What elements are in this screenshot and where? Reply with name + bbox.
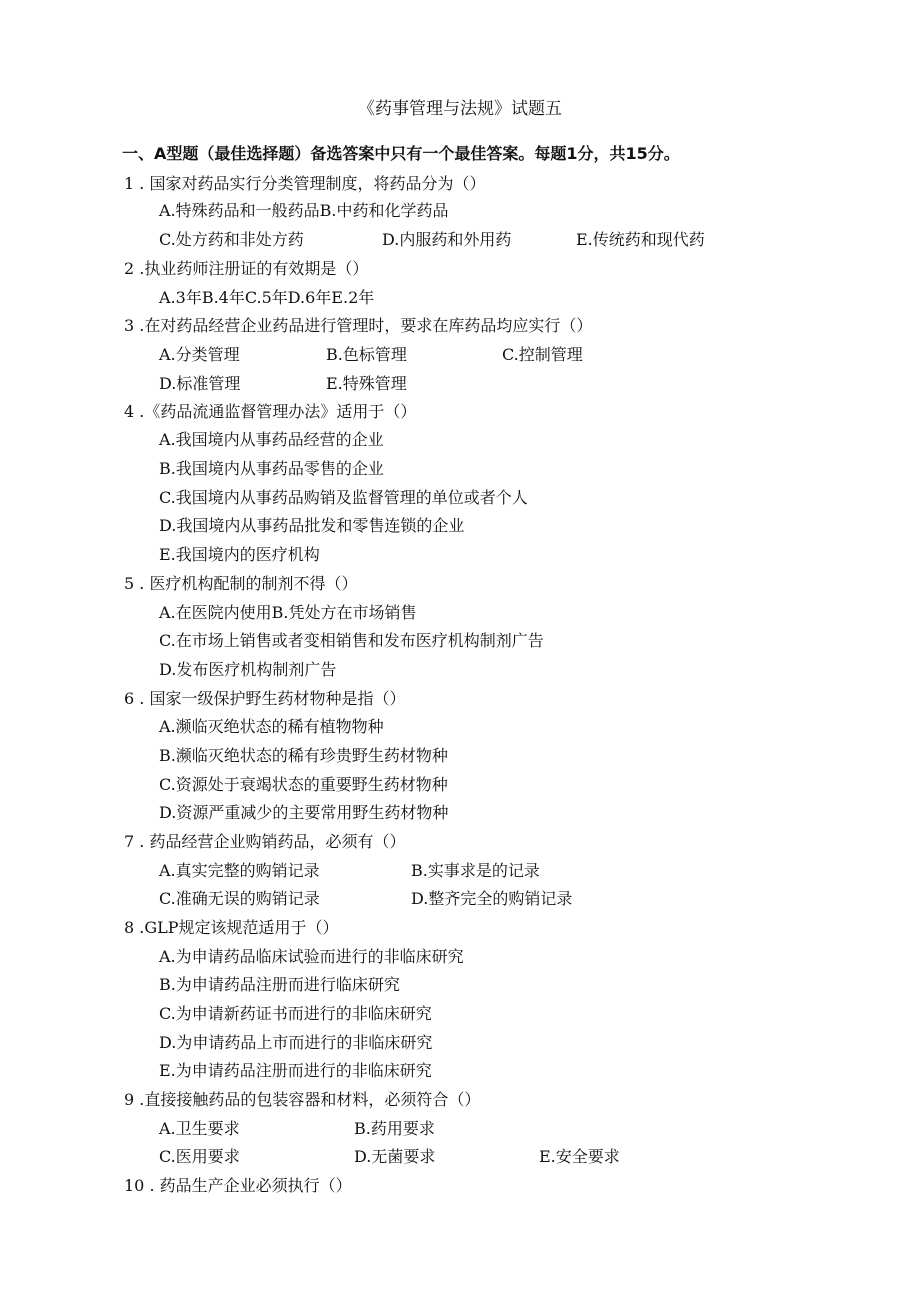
option-3-c: C.控制管理 (502, 345, 583, 364)
question-4: 4 .《药品流通监督管理办法》适用于（） (124, 402, 417, 421)
option-3-b: B.色标管理 (326, 345, 407, 364)
option-6-a: A.濒临灭绝状态的稀有植物物种 (159, 717, 384, 736)
option-9-b: B.药用要求 (354, 1119, 435, 1138)
section-heading: 一、A型题（最佳选择题）备选答案中只有一个最佳答案。每题1分，共15分。 (122, 144, 680, 163)
option-1-d: D.内服药和外用药 (382, 230, 512, 249)
option-1-e: E.传统药和现代药 (576, 230, 705, 249)
option-1-c: C.处方药和非处方药 (159, 230, 304, 249)
option-4-b: B.我国境内从事药品零售的企业 (159, 459, 384, 478)
option-1-ab: A.特殊药品和一般药品B.中药和化学药品 (159, 201, 449, 220)
option-7-c: C.准确无误的购销记录 (159, 889, 320, 908)
option-9-a: A.卫生要求 (159, 1119, 240, 1138)
option-7-b: B.实事求是的记录 (411, 861, 540, 880)
option-6-c: C.资源处于衰竭状态的重要野生药材物种 (159, 775, 448, 794)
option-3-d: D.标准管理 (159, 374, 241, 393)
option-7-d: D.整齐完全的购销记录 (411, 889, 573, 908)
option-8-c: C.为申请新药证书而进行的非临床研究 (159, 1004, 432, 1023)
question-6: 6 . 国家一级保护野生药材物种是指（） (124, 689, 406, 708)
question-8: 8 .GLP规定该规范适用于（） (124, 918, 339, 937)
option-9-d: D.无菌要求 (354, 1147, 436, 1166)
question-1: 1 . 国家对药品实行分类管理制度，将药品分为（） (124, 174, 486, 193)
option-4-c: C.我国境内从事药品购销及监督管理的单位或者个人 (159, 488, 528, 507)
question-10: 10 . 药品生产企业必须执行（） (124, 1176, 352, 1195)
option-4-a: A.我国境内从事药品经营的企业 (159, 430, 384, 449)
option-9-c: C.医用要求 (159, 1147, 240, 1166)
question-9: 9 .直接接触药品的包装容器和材料，必须符合（） (124, 1090, 481, 1109)
option-8-a: A.为申请药品临床试验而进行的非临床研究 (159, 947, 464, 966)
question-5: 5 . 医疗机构配制的制剂不得（） (124, 574, 358, 593)
option-6-b: B.濒临灭绝状态的稀有珍贵野生药材物种 (159, 746, 448, 765)
option-6-d: D.资源严重减少的主要常用野生药材物种 (159, 803, 449, 822)
option-3-a: A.分类管理 (159, 345, 240, 364)
option-2-all: A.3年B.4年C.5年D.6年E.2年 (159, 288, 375, 307)
question-2: 2 .执业药师注册证的有效期是（） (124, 259, 369, 278)
option-5-d: D.发布医疗机构制剂广告 (159, 660, 337, 679)
option-9-e: E.安全要求 (539, 1147, 620, 1166)
question-7: 7 . 药品经营企业购销药品，必须有（） (124, 832, 406, 851)
question-3: 3 .在对药品经营企业药品进行管理时，要求在库药品均应实行（） (124, 316, 593, 335)
option-5-c: C.在市场上销售或者变相销售和发布医疗机构制剂广告 (159, 631, 544, 650)
option-8-d: D.为申请药品上市而进行的非临床研究 (159, 1033, 433, 1052)
option-3-e: E.特殊管理 (326, 374, 407, 393)
option-8-b: B.为申请药品注册而进行临床研究 (159, 975, 400, 994)
option-4-d: D.我国境内从事药品批发和零售连锁的企业 (159, 516, 465, 535)
option-7-a: A.真实完整的购销记录 (159, 861, 320, 880)
option-4-e: E.我国境内的医疗机构 (159, 545, 320, 564)
option-5-ab: A.在医院内使用B.凭处方在市场销售 (159, 603, 417, 622)
option-8-e: E.为申请药品注册而进行的非临床研究 (159, 1061, 432, 1080)
document-title: 《药事管理与法规》试题五 (358, 99, 562, 119)
